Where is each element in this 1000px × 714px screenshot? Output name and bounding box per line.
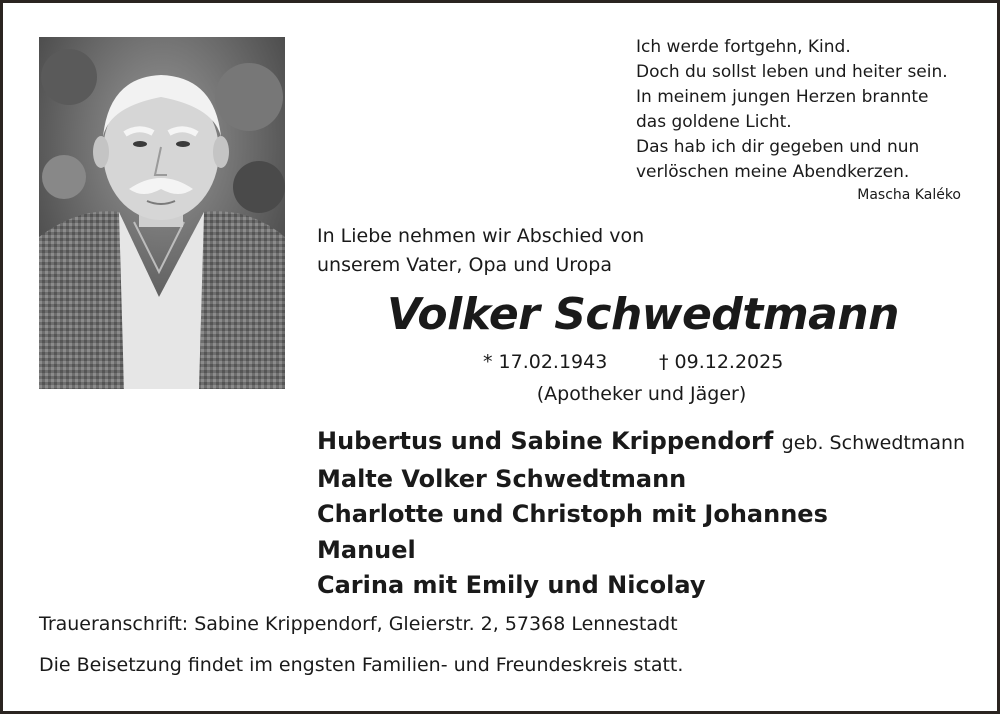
profession: (Apotheker und Jäger) xyxy=(536,383,747,405)
death-date: † 09.12.2025 xyxy=(659,351,784,373)
poem-author: Mascha Kaléko xyxy=(857,187,961,203)
family-line: Malte Volker Schwedtmann xyxy=(317,464,687,493)
family-names: Hubertus und Sabine Krippendorf xyxy=(317,427,774,455)
family-line xyxy=(317,424,965,462)
poem-line: Doch du sollst leben und heiter sein. xyxy=(636,62,948,82)
poem-line: Ich werde fortgehn, Kind. xyxy=(636,37,851,57)
family-list xyxy=(317,424,965,604)
maiden-name: geb. Schwedtmann xyxy=(781,432,966,454)
family-line: Charlotte und Christoph mit Johannes xyxy=(317,500,828,528)
poem-line: Das hab ich dir gegeben und nun xyxy=(636,137,920,157)
life-dates xyxy=(483,351,783,373)
poem xyxy=(636,35,948,185)
birth-date: * 17.02.1943 xyxy=(483,351,608,373)
intro-line: unserem Vater, Opa und Uropa xyxy=(317,254,613,276)
poem-line: verlöschen meine Abendkerzen. xyxy=(636,162,910,182)
deceased-name: Volker Schwedtmann xyxy=(386,289,900,340)
family-line: Manuel xyxy=(317,535,416,564)
intro-text xyxy=(317,222,644,280)
poem-line: das goldene Licht. xyxy=(636,112,792,132)
portrait-image xyxy=(39,37,285,389)
mourning-address: Traueranschrift: Sabine Krippendorf, Gleierstr. 2, 57368 Lennestadt xyxy=(39,613,678,635)
poem-line: In meinem jungen Herzen brannte xyxy=(636,87,929,107)
family-line: Carina mit Emily und Nicolay xyxy=(317,571,706,599)
intro-line: In Liebe nehmen wir Abschied von xyxy=(317,225,645,247)
burial-notice: Die Beisetzung findet im engsten Familien- und Freundeskreis statt. xyxy=(39,654,684,676)
portrait-photo xyxy=(39,37,285,389)
